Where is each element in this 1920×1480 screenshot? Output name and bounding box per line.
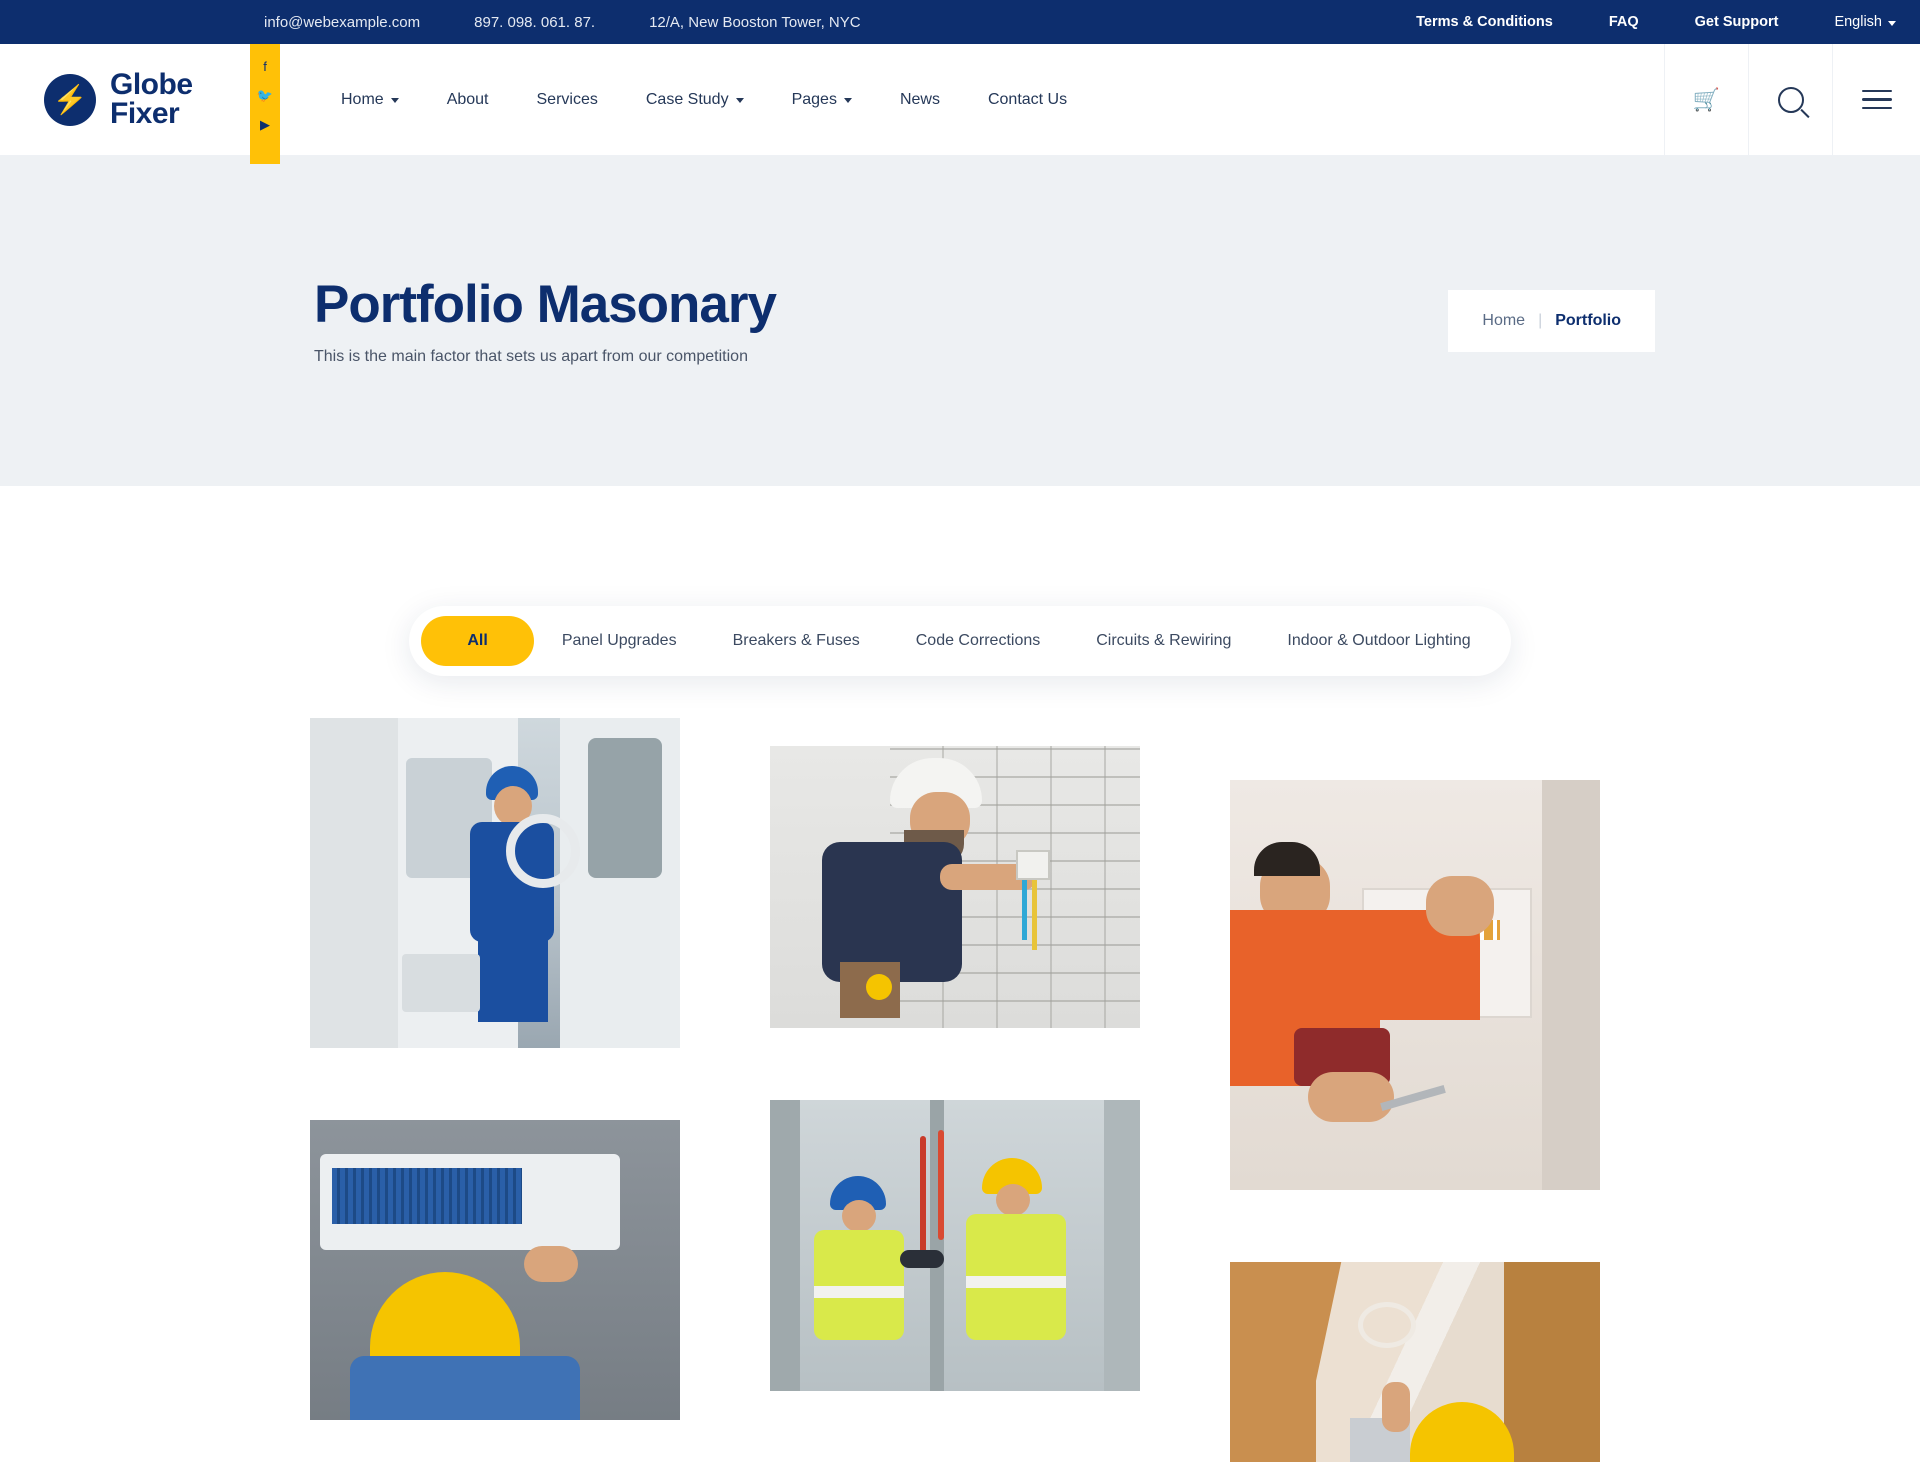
terms-link[interactable]: Terms & Conditions (1416, 14, 1553, 30)
portfolio-column-2 (770, 718, 1140, 1462)
logo[interactable] (0, 44, 264, 156)
search-icon (1778, 87, 1804, 113)
nav-label-home: Home (341, 90, 384, 108)
portfolio-item-ac-unit[interactable] (310, 1120, 680, 1420)
social-strip (250, 44, 280, 164)
lightning-bolt-icon: ⚡ (52, 83, 88, 115)
portfolio-item-technician-van[interactable] (310, 718, 680, 1048)
portfolio-filter-bar (409, 606, 1510, 676)
page-banner (0, 156, 1920, 486)
chevron-down-icon (391, 98, 399, 103)
faq-link[interactable]: FAQ (1608, 14, 1639, 30)
nav-label-contact-us: Contact Us (987, 90, 1068, 108)
logo-text (110, 68, 193, 130)
language-label: English (1834, 14, 1882, 30)
nav-label-pages: Pages (791, 90, 837, 108)
portfolio-image-ac-unit (310, 1120, 680, 1420)
breadcrumb (1448, 290, 1655, 352)
nav-item-case-study[interactable] (622, 44, 768, 156)
filter-all[interactable]: All (421, 616, 533, 666)
menu-button[interactable] (1832, 44, 1920, 156)
portfolio-column-3 (1230, 718, 1600, 1462)
portfolio-filter-wrap (0, 606, 1920, 676)
page-title: Portfolio Masonary (314, 274, 777, 334)
portfolio-image-panel-install (1230, 780, 1600, 1190)
cart-icon: 🛒 (1692, 86, 1721, 112)
filter-circuits-rewiring[interactable]: Circuits & Rewiring (1096, 632, 1232, 649)
portfolio-column-1 (310, 718, 680, 1462)
logo-line-2: Fixer (110, 96, 180, 130)
nav-item-home[interactable] (317, 44, 423, 156)
topbar-left (264, 14, 915, 31)
filter-breakers-fuses[interactable]: Breakers & Fuses (732, 632, 860, 649)
breadcrumb-separator: | (1538, 312, 1543, 329)
search-button[interactable] (1748, 44, 1832, 156)
main-navigation (317, 44, 1091, 156)
portfolio-grid (310, 718, 1610, 1462)
site-header (0, 44, 1920, 156)
nav-label-about: About (446, 90, 489, 108)
chevron-down-icon (736, 98, 744, 103)
nav-item-contact-us[interactable] (964, 44, 1091, 156)
page-subtitle: This is the main factor that sets us apart from our competition (314, 348, 748, 366)
portfolio-item-wall-socket[interactable] (770, 746, 1140, 1028)
facebook-icon[interactable]: f (263, 59, 267, 74)
nav-item-services[interactable] (513, 44, 622, 156)
twitter-icon[interactable]: 🐦 (256, 88, 274, 103)
nav-item-pages[interactable] (768, 44, 876, 156)
banner-text (314, 276, 776, 366)
chevron-down-icon (1888, 21, 1896, 26)
nav-item-news[interactable] (876, 44, 964, 156)
chevron-down-icon (844, 98, 852, 103)
logo-badge (44, 74, 96, 126)
topbar-phone[interactable]: 897. 098. 061. 87. (474, 13, 596, 31)
filter-code-corrections[interactable]: Code Corrections (915, 632, 1041, 649)
hamburger-icon (1862, 90, 1892, 110)
nav-label-case-study: Case Study (645, 90, 729, 108)
youtube-icon[interactable]: ▶ (260, 117, 270, 132)
portfolio-item-panel-install[interactable] (1230, 780, 1600, 1190)
header-actions (1664, 44, 1920, 156)
top-bar (0, 0, 1920, 44)
filter-panel-upgrades[interactable]: Panel Upgrades (561, 632, 677, 649)
topbar-right (1360, 14, 1896, 30)
get-support-link[interactable]: Get Support (1694, 14, 1779, 30)
portfolio-image-ceiling-wiring (1230, 1262, 1600, 1462)
language-selector[interactable] (1834, 14, 1896, 30)
topbar-email[interactable]: info@webexample.com (264, 13, 421, 31)
logo-line-1: Globe (110, 68, 193, 101)
filter-indoor-outdoor-lighting[interactable]: Indoor & Outdoor Lighting (1287, 632, 1471, 649)
portfolio-item-two-workers[interactable] (770, 1100, 1140, 1391)
breadcrumb-home[interactable]: Home (1482, 312, 1526, 329)
portfolio-image-wall-socket (770, 746, 1140, 1028)
topbar-address: 12/A, New Booston Tower, NYC (649, 13, 861, 31)
breadcrumb-current: Portfolio (1555, 312, 1621, 329)
portfolio-image-technician-van (310, 718, 680, 1048)
nav-item-about[interactable] (423, 44, 513, 156)
cart-button[interactable] (1664, 44, 1748, 156)
nav-label-news: News (899, 90, 940, 108)
portfolio-image-two-workers (770, 1100, 1140, 1391)
portfolio-item-ceiling-wiring[interactable] (1230, 1262, 1600, 1462)
nav-label-services: Services (536, 90, 598, 108)
